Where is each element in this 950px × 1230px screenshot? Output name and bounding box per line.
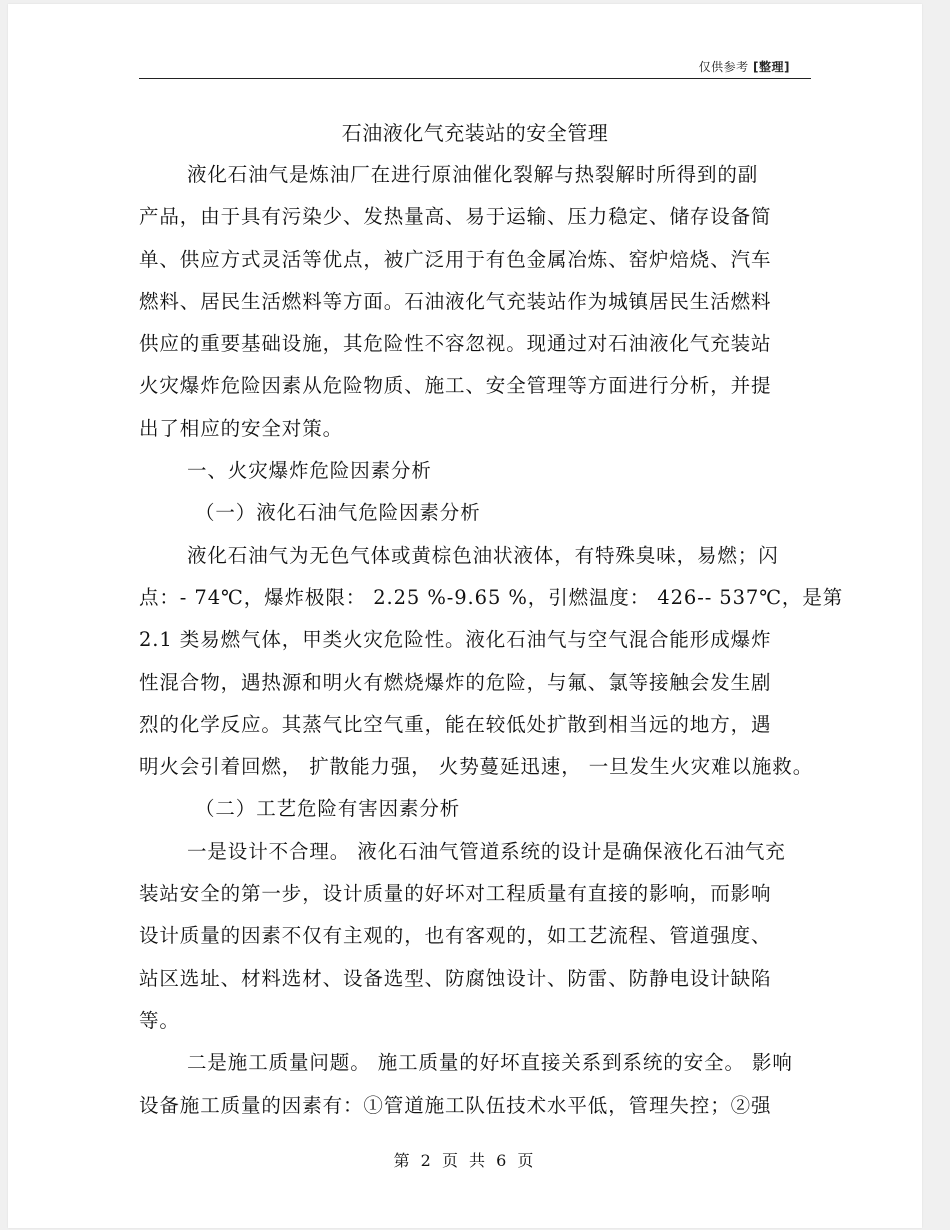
body-line: 2.1 类易燃气体，甲类火灾危险性。液化石油气与空气混合能形成爆炸: [139, 628, 772, 652]
body-line: 燃料、居民生活燃料等方面。石油液化气充装站作为城镇居民生活燃料: [139, 289, 772, 313]
body-line: 液化石油气是炼油厂在进行原油催化裂解与热裂解时所得到的副: [187, 163, 759, 186]
body-line: 一是设计不合理。 液化石油气管道系统的设计是确保液化石油气充: [187, 839, 786, 863]
body-line: 明火会引着回燃， 扩散能力强， 火势蔓延迅速， 一旦发生火灾难以施救。: [139, 755, 814, 779]
body-line: 设备施工质量的因素有：①管道施工队伍技术水平低，管理失控；②强: [139, 1093, 772, 1117]
header-note: [699, 58, 790, 75]
header-divider: [139, 78, 811, 79]
subsection-heading: （一）液化石油气危险因素分析: [195, 501, 481, 525]
body-line: 点：- 74℃，爆炸极限： 2.25 %-9.65 %，引燃温度： 426-- 537℃，是第: [139, 585, 844, 609]
body-line: 二是施工质量问题。 施工质量的好坏直接关系到系统的安全。 影响: [187, 1051, 793, 1075]
body-line: 供应的重要基础设施，其危险性不容忽视。现通过对石油液化气充装站: [139, 332, 772, 356]
document-title: 石油液化气充装站的安全管理: [341, 121, 609, 145]
body-line: 站区选址、材料选材、设备选型、防腐蚀设计、防雷、防静电设计缺陷: [139, 966, 772, 990]
body-line: 火灾爆炸危险因素从危险物质、施工、安全管理等方面进行分析，并提: [139, 374, 772, 398]
body-line: 出了相应的安全对策。: [139, 416, 344, 440]
body-line: 性混合物，遇热源和明火有燃烧爆炸的危险，与氟、氯等接触会发生剧: [139, 670, 772, 694]
section-heading: 一、火灾爆炸危险因素分析: [187, 459, 432, 483]
body-line: 装站安全的第一步，设计质量的好坏对工程质量有直接的影响，而影响: [139, 882, 772, 906]
header-note-text: 仅供参考: [698, 60, 749, 74]
subsection-heading: （二）工艺危险有害因素分析: [195, 797, 461, 821]
document-body: [139, 154, 844, 1127]
document-page: [8, 4, 922, 1228]
body-line: 等。: [139, 1008, 180, 1032]
body-line: 单、供应方式灵活等优点，被广泛用于有色金属冶炼、窑炉焙烧、汽车: [139, 247, 772, 271]
body-line: 烈的化学反应。其蒸气比空气重，能在较低处扩散到相当远的地方，遇: [139, 712, 772, 736]
page-number: 第 2 页 共 6 页: [393, 1151, 537, 1170]
body-line: 液化石油气为无色气体或黄棕色油状液体，有特殊臭味，易燃；闪: [187, 543, 779, 567]
body-line: 产品，由于具有污染少、发热量高、易于运输、压力稳定、储存设备简: [139, 205, 772, 229]
body-line: 设计质量的因素不仅有主观的，也有客观的，如工艺流程、管道强度、: [139, 924, 772, 948]
header-tag: [整理]: [753, 60, 790, 74]
